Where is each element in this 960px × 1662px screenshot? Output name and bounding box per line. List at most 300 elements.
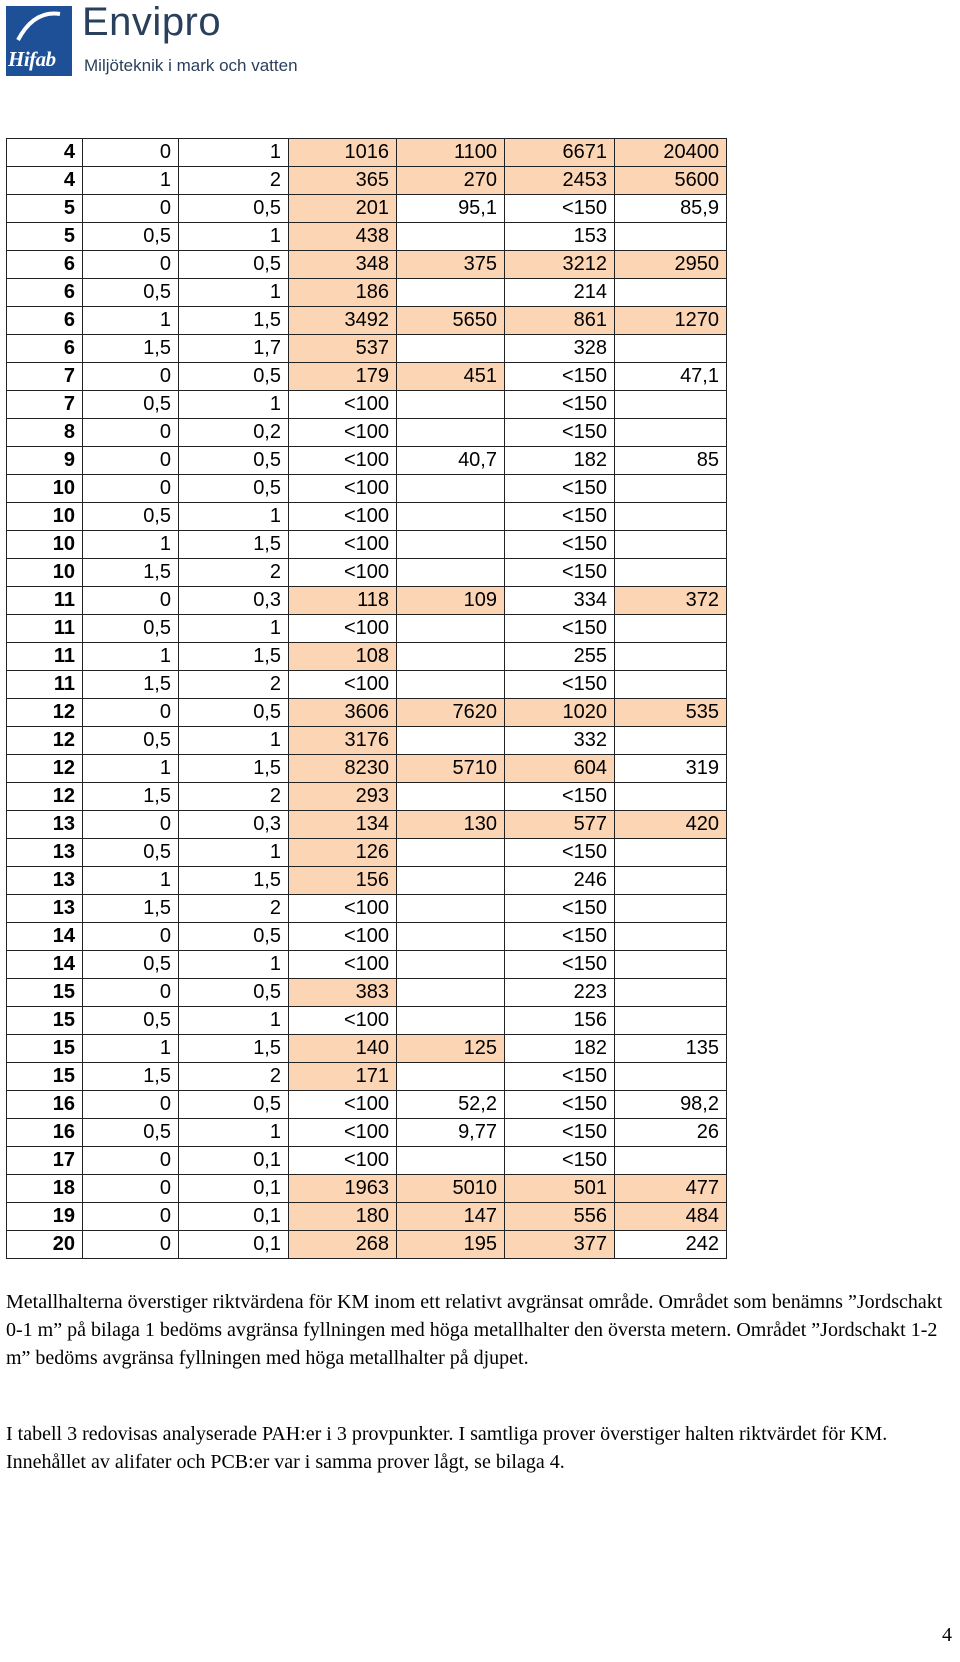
table-cell: 372 [615, 587, 727, 615]
table-cell: 451 [397, 363, 505, 391]
table-row [7, 1147, 727, 1175]
table-cell [615, 223, 727, 251]
table-cell: <100 [289, 951, 397, 979]
table-cell: 12 [7, 699, 83, 727]
table-cell: 332 [505, 727, 615, 755]
table-cell: 0 [83, 587, 179, 615]
table-cell: 1270 [615, 307, 727, 335]
table-cell: 11 [7, 587, 83, 615]
table-row [7, 1203, 727, 1231]
table-cell: 153 [505, 223, 615, 251]
table-cell: 130 [397, 811, 505, 839]
table-cell [615, 391, 727, 419]
table-cell: <100 [289, 475, 397, 503]
table-row [7, 727, 727, 755]
table-cell [397, 391, 505, 419]
table-cell [615, 671, 727, 699]
table-cell: 47,1 [615, 363, 727, 391]
table-cell: 5710 [397, 755, 505, 783]
table-cell: 2453 [505, 167, 615, 195]
table-cell [615, 559, 727, 587]
table-row [7, 559, 727, 587]
logo-swoosh-icon [14, 10, 64, 44]
table-cell: 1 [179, 727, 289, 755]
table-cell: <100 [289, 1091, 397, 1119]
table-cell [615, 335, 727, 363]
paragraph-pah: I tabell 3 redovisas analyserade PAH:er i 3 provpunkter. I samtliga prover överstiger halten riktvärdet för KM. Innehållet av alifater och PCB:er var i samma prover lågt, se bilaga 4. [6, 1423, 888, 1473]
table-row [7, 699, 727, 727]
table-cell: 242 [615, 1231, 727, 1259]
table-cell: 293 [289, 783, 397, 811]
table-cell: 15 [7, 1063, 83, 1091]
table-cell: 14 [7, 923, 83, 951]
table-cell: 147 [397, 1203, 505, 1231]
table-cell [615, 1063, 727, 1091]
table-cell: 7 [7, 391, 83, 419]
table-cell: 18 [7, 1175, 83, 1203]
table-row [7, 1091, 727, 1119]
table-cell: 5 [7, 195, 83, 223]
table-cell: <100 [289, 531, 397, 559]
table-cell: 0,5 [179, 979, 289, 1007]
table-cell: 2 [179, 895, 289, 923]
table-cell: 201 [289, 195, 397, 223]
table-row [7, 643, 727, 671]
table-cell: 1 [83, 307, 179, 335]
table-cell: <150 [505, 195, 615, 223]
table-cell: 319 [615, 755, 727, 783]
table-cell: 0,5 [179, 363, 289, 391]
table-row [7, 979, 727, 1007]
table-cell: 12 [7, 755, 83, 783]
table-cell: <100 [289, 391, 397, 419]
table-cell: 0 [83, 195, 179, 223]
brand-name: Envipro [82, 0, 222, 44]
table-cell: <150 [505, 503, 615, 531]
table-cell [397, 1147, 505, 1175]
table-cell [397, 979, 505, 1007]
table-row [7, 615, 727, 643]
table-cell: 535 [615, 699, 727, 727]
table-cell: <150 [505, 615, 615, 643]
table-cell: <150 [505, 951, 615, 979]
table-cell: 223 [505, 979, 615, 1007]
table-cell: 0 [83, 923, 179, 951]
table-cell: 6 [7, 335, 83, 363]
table-cell: 1 [179, 503, 289, 531]
table-cell [397, 867, 505, 895]
table-cell: 182 [505, 1035, 615, 1063]
table-cell [397, 643, 505, 671]
table-cell: 0,5 [179, 251, 289, 279]
table-cell: 0 [83, 811, 179, 839]
table-cell: 126 [289, 839, 397, 867]
table-cell: 0,5 [83, 503, 179, 531]
table-cell: 4 [7, 139, 83, 167]
table-cell: 1 [83, 167, 179, 195]
table-row [7, 1119, 727, 1147]
table-cell: 0,5 [83, 615, 179, 643]
table-cell: 19 [7, 1203, 83, 1231]
table-row [7, 195, 727, 223]
table-cell: 1100 [397, 139, 505, 167]
table-cell [397, 279, 505, 307]
table-row [7, 475, 727, 503]
page-header [6, 0, 346, 84]
table-cell [615, 279, 727, 307]
table-row [7, 307, 727, 335]
table-cell: 1963 [289, 1175, 397, 1203]
table-cell: 365 [289, 167, 397, 195]
table-cell: 1020 [505, 699, 615, 727]
table-cell [615, 839, 727, 867]
table-cell: <100 [289, 419, 397, 447]
table-cell: 270 [397, 167, 505, 195]
table-cell: 1 [83, 531, 179, 559]
table-cell: <100 [289, 895, 397, 923]
table-cell: 383 [289, 979, 397, 1007]
table-cell: 1 [179, 615, 289, 643]
table-cell: 13 [7, 867, 83, 895]
table-cell: <100 [289, 503, 397, 531]
table-cell: 0 [83, 1091, 179, 1119]
table-cell: 95,1 [397, 195, 505, 223]
table-cell: 1 [179, 139, 289, 167]
table-cell: <100 [289, 1147, 397, 1175]
table-cell: <150 [505, 419, 615, 447]
table-cell: 135 [615, 1035, 727, 1063]
table-cell: 348 [289, 251, 397, 279]
table-cell: 1,5 [83, 895, 179, 923]
table-cell: 10 [7, 559, 83, 587]
table-cell [397, 615, 505, 643]
table-cell [615, 1147, 727, 1175]
table-cell [397, 475, 505, 503]
table-cell: 0,5 [83, 727, 179, 755]
table-cell [615, 951, 727, 979]
table-cell: 179 [289, 363, 397, 391]
table-cell: 328 [505, 335, 615, 363]
table-cell: 85,9 [615, 195, 727, 223]
table-cell: 1 [179, 391, 289, 419]
table-cell: 20400 [615, 139, 727, 167]
table-row [7, 251, 727, 279]
table-cell: 9 [7, 447, 83, 475]
table-cell: 11 [7, 671, 83, 699]
table-cell: 1 [179, 839, 289, 867]
table-cell: 6671 [505, 139, 615, 167]
table-cell: 15 [7, 979, 83, 1007]
table-cell: 1,5 [83, 335, 179, 363]
table-cell: 0,5 [83, 279, 179, 307]
table-cell [397, 671, 505, 699]
table-cell: 2 [179, 559, 289, 587]
table-cell [397, 223, 505, 251]
table-cell: 1 [83, 1035, 179, 1063]
table-cell [397, 839, 505, 867]
table-cell [615, 475, 727, 503]
table-cell: 20 [7, 1231, 83, 1259]
table-cell: 0 [83, 419, 179, 447]
table-cell: <100 [289, 447, 397, 475]
table-cell [615, 867, 727, 895]
table-row [7, 839, 727, 867]
table-cell [615, 783, 727, 811]
table-cell: 477 [615, 1175, 727, 1203]
table-cell: 0,5 [83, 951, 179, 979]
table-cell: 98,2 [615, 1091, 727, 1119]
table-row [7, 223, 727, 251]
table-cell: 134 [289, 811, 397, 839]
table-cell: 0,5 [83, 1007, 179, 1035]
table-cell: 11 [7, 643, 83, 671]
table-cell: 0,5 [179, 447, 289, 475]
table-row [7, 279, 727, 307]
table-cell: <100 [289, 559, 397, 587]
table-cell: 861 [505, 307, 615, 335]
table-cell: 85 [615, 447, 727, 475]
table-cell: <150 [505, 363, 615, 391]
table-row [7, 531, 727, 559]
table-cell: 0,5 [83, 839, 179, 867]
table-row [7, 419, 727, 447]
table-cell: 13 [7, 895, 83, 923]
table-cell: 40,7 [397, 447, 505, 475]
table-cell: 0,5 [179, 1091, 289, 1119]
table-row [7, 167, 727, 195]
table-cell: 438 [289, 223, 397, 251]
table-row [7, 391, 727, 419]
table-row [7, 1231, 727, 1259]
table-cell: 186 [289, 279, 397, 307]
table-row [7, 671, 727, 699]
table-cell [615, 923, 727, 951]
table-cell: 17 [7, 1147, 83, 1175]
table-cell: <150 [505, 923, 615, 951]
table-row [7, 503, 727, 531]
table-cell: 1,5 [83, 1063, 179, 1091]
table-cell: <150 [505, 895, 615, 923]
table-cell: 5010 [397, 1175, 505, 1203]
brand-tagline: Miljöteknik i mark och vatten [84, 56, 298, 75]
table-row [7, 1175, 727, 1203]
table-cell: 0,1 [179, 1147, 289, 1175]
table-cell: 1,5 [179, 643, 289, 671]
table-cell: 12 [7, 727, 83, 755]
table-cell: 0 [83, 1175, 179, 1203]
table-cell: 13 [7, 839, 83, 867]
table-cell: 182 [505, 447, 615, 475]
table-cell [615, 1007, 727, 1035]
table-row [7, 811, 727, 839]
table-cell: 171 [289, 1063, 397, 1091]
table-cell: 6 [7, 307, 83, 335]
table-cell [397, 503, 505, 531]
table-cell: 255 [505, 643, 615, 671]
table-cell: 0,5 [179, 195, 289, 223]
table-cell: 3492 [289, 307, 397, 335]
table-cell [397, 727, 505, 755]
table-cell: 2 [179, 671, 289, 699]
table-cell: 0 [83, 139, 179, 167]
results-table-body [7, 139, 727, 1259]
table-cell: 26 [615, 1119, 727, 1147]
table-cell: 1 [179, 1007, 289, 1035]
table-cell: 8 [7, 419, 83, 447]
table-cell: 1,7 [179, 335, 289, 363]
table-cell: <100 [289, 615, 397, 643]
table-cell: <150 [505, 531, 615, 559]
table-cell: 8230 [289, 755, 397, 783]
table-cell: 537 [289, 335, 397, 363]
table-cell [397, 335, 505, 363]
table-cell: 577 [505, 811, 615, 839]
table-cell: <150 [505, 1063, 615, 1091]
table-row [7, 755, 727, 783]
table-cell: 604 [505, 755, 615, 783]
table-cell: 1,5 [179, 867, 289, 895]
table-cell: 0 [83, 1203, 179, 1231]
table-cell [615, 895, 727, 923]
table-cell: 5 [7, 223, 83, 251]
table-cell [615, 643, 727, 671]
table-row [7, 335, 727, 363]
table-cell: 2 [179, 167, 289, 195]
table-cell: 5650 [397, 307, 505, 335]
table-cell: 334 [505, 587, 615, 615]
table-cell: 0 [83, 363, 179, 391]
table-cell: 108 [289, 643, 397, 671]
page-number: 4 [942, 1624, 952, 1646]
table-cell: 1,5 [83, 783, 179, 811]
table-cell [615, 615, 727, 643]
table-cell: 1 [179, 951, 289, 979]
table-cell: 1,5 [179, 1035, 289, 1063]
table-cell: 140 [289, 1035, 397, 1063]
table-cell: 6 [7, 279, 83, 307]
table-cell: 2 [179, 1063, 289, 1091]
paragraph-metals: Metallhalterna överstiger riktvärdena för KM inom ett relativt avgränsat område. Området som benämns ”Jordschakt 0-1 m” på bilaga 1 bedöms avgränsa fyllningen med höga metallhalter den översta metern. Området ”Jordschakt 1-2 m” bedöms avgränsa fyllningen med höga metallhalter på djupet. [6, 1291, 943, 1369]
table-cell: 0,1 [179, 1231, 289, 1259]
table-cell: 156 [289, 867, 397, 895]
table-cell: 0,2 [179, 419, 289, 447]
table-cell: 1,5 [179, 307, 289, 335]
table-cell [397, 559, 505, 587]
table-cell: 484 [615, 1203, 727, 1231]
table-cell: 0,3 [179, 587, 289, 615]
table-cell [397, 895, 505, 923]
table-cell [397, 1007, 505, 1035]
table-cell: 118 [289, 587, 397, 615]
table-cell: 3212 [505, 251, 615, 279]
table-cell: 2 [179, 783, 289, 811]
table-cell: 2950 [615, 251, 727, 279]
table-cell: <100 [289, 923, 397, 951]
table-cell [397, 951, 505, 979]
table-row [7, 363, 727, 391]
table-cell: <150 [505, 559, 615, 587]
table-cell [615, 727, 727, 755]
table-cell: 125 [397, 1035, 505, 1063]
table-cell [615, 419, 727, 447]
table-cell: 214 [505, 279, 615, 307]
table-cell: 10 [7, 475, 83, 503]
table-cell: 0,5 [83, 223, 179, 251]
table-cell: 14 [7, 951, 83, 979]
table-cell: 3606 [289, 699, 397, 727]
table-cell: 1016 [289, 139, 397, 167]
table-cell: 556 [505, 1203, 615, 1231]
table-cell: 16 [7, 1091, 83, 1119]
table-cell: <150 [505, 1147, 615, 1175]
table-cell: 3176 [289, 727, 397, 755]
table-cell: 0 [83, 979, 179, 1007]
table-cell: <150 [505, 1091, 615, 1119]
table-cell: 0,5 [83, 391, 179, 419]
table-cell: 0,1 [179, 1203, 289, 1231]
table-cell [615, 503, 727, 531]
table-cell: 0 [83, 1231, 179, 1259]
table-cell: 16 [7, 1119, 83, 1147]
table-cell: <150 [505, 391, 615, 419]
results-table [6, 138, 727, 1259]
table-cell: <150 [505, 839, 615, 867]
table-cell: 1,5 [179, 531, 289, 559]
table-cell: 10 [7, 531, 83, 559]
table-row [7, 895, 727, 923]
table-row [7, 867, 727, 895]
table-cell: 13 [7, 811, 83, 839]
table-cell: 5600 [615, 167, 727, 195]
table-cell: 11 [7, 615, 83, 643]
table-row [7, 1007, 727, 1035]
table-cell: 1 [179, 1119, 289, 1147]
table-cell: 0 [83, 699, 179, 727]
table-cell: 1 [179, 223, 289, 251]
table-cell: 420 [615, 811, 727, 839]
table-cell: 1 [83, 755, 179, 783]
table-cell: 375 [397, 251, 505, 279]
table-cell [397, 1063, 505, 1091]
table-cell [397, 419, 505, 447]
table-cell: 0,5 [179, 475, 289, 503]
table-cell: 1,5 [179, 755, 289, 783]
table-row [7, 951, 727, 979]
table-cell: <100 [289, 1007, 397, 1035]
table-row [7, 139, 727, 167]
table-cell [615, 979, 727, 1007]
hifab-logo [6, 6, 72, 76]
table-cell: 0,1 [179, 1175, 289, 1203]
table-cell: 1 [83, 867, 179, 895]
table-cell: 15 [7, 1035, 83, 1063]
table-row [7, 1063, 727, 1091]
table-row [7, 783, 727, 811]
table-cell: 12 [7, 783, 83, 811]
logo-text: Hifab [8, 47, 56, 71]
table-cell: 1 [179, 279, 289, 307]
table-cell: 109 [397, 587, 505, 615]
table-cell [397, 531, 505, 559]
table-cell: 0 [83, 1147, 179, 1175]
table-cell: 9,77 [397, 1119, 505, 1147]
table-cell [397, 783, 505, 811]
table-cell: 156 [505, 1007, 615, 1035]
table-cell: 501 [505, 1175, 615, 1203]
table-cell [615, 531, 727, 559]
table-cell: 1,5 [83, 559, 179, 587]
table-cell: <150 [505, 1119, 615, 1147]
